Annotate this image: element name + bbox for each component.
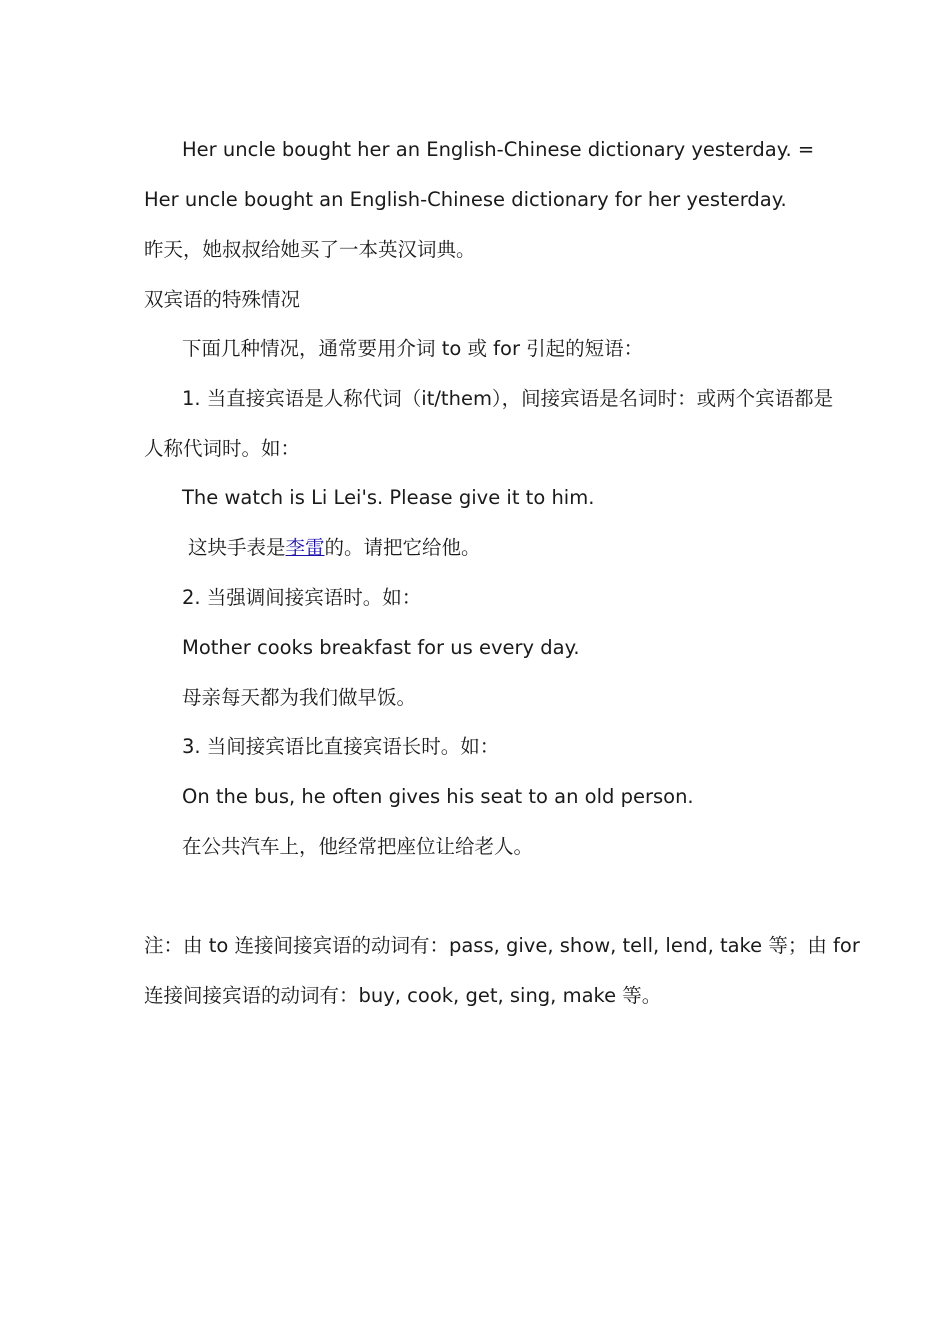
example-chinese: 在公共汽车上，他经常把座位让给老人。 — [182, 835, 534, 858]
example-chinese: 母亲每天都为我们做早饭。 — [182, 686, 417, 709]
note-line: 连接间接宾语的动词有：buy, cook, get, sing, make 等。 — [144, 984, 662, 1007]
example-chinese — [188, 536, 868, 560]
list-item: 3. 当间接宾语比直接宾语长时。如： — [182, 735, 500, 758]
paragraph-line: Her uncle bought an English-Chinese dictionary for her yesterday. — [144, 188, 787, 211]
paragraph-line: Her uncle bought her an English-Chinese dictionary yesterday. = — [182, 138, 815, 161]
list-item-continued: 人称代词时。如： — [144, 437, 301, 460]
section-heading: 双宾语的特殊情况 — [144, 288, 301, 311]
list-item: 2. 当强调间接宾语时。如： — [182, 586, 422, 609]
example-text: 的。请把它给他。 — [324, 536, 481, 559]
paragraph-line: 昨天，她叔叔给她买了一本英汉词典。 — [144, 238, 476, 261]
example-english: On the bus, he often gives his seat to an old person. — [182, 785, 694, 808]
example-english: The watch is Li Lei's. Please give it to him. — [182, 486, 595, 509]
example-english: Mother cooks breakfast for us every day. — [182, 636, 580, 659]
list-item: 1. 当直接宾语是人称代词（it/them），间接宾语是名词时：或两个宾语都是 — [182, 387, 834, 410]
name-link[interactable]: 李雷 — [285, 536, 325, 559]
example-text: 这块手表是 — [188, 536, 286, 559]
paragraph-line: 下面几种情况，通常要用介词 to 或 for 引起的短语： — [182, 337, 644, 360]
note-line: 注：由 to 连接间接宾语的动词有：pass, give, show, tell, lend, take 等；由 for — [144, 934, 860, 957]
